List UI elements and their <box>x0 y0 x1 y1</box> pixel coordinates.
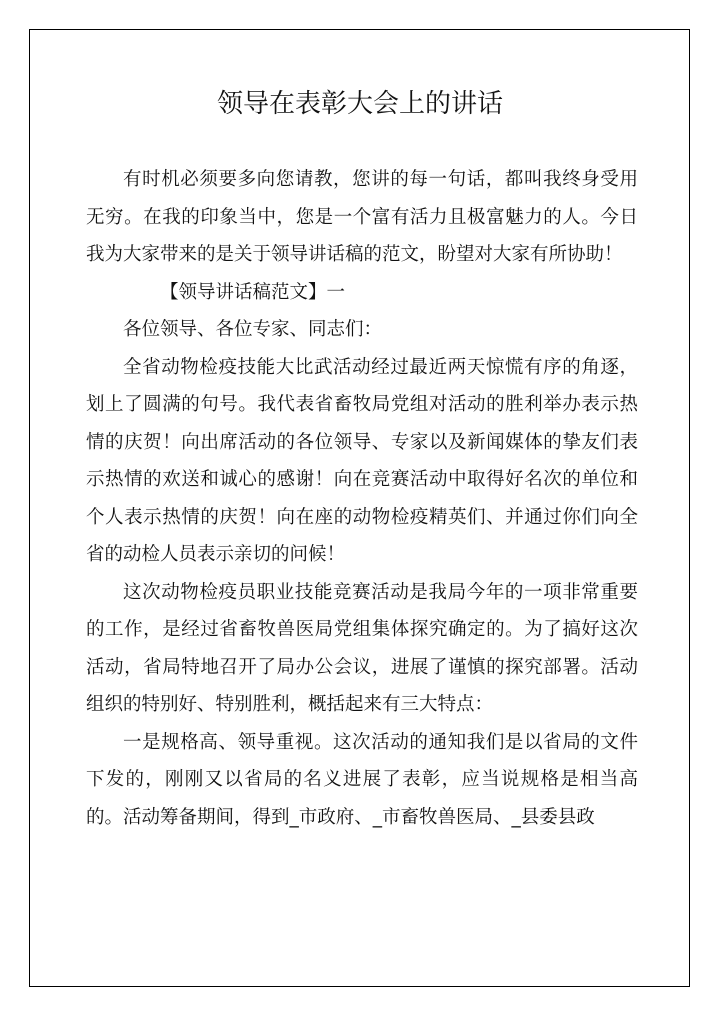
section-heading: 【领导讲话稿范文】一 <box>160 281 346 303</box>
document-title: 领导在表彰大会上的讲话 <box>216 89 503 119</box>
document-body <box>86 161 638 836</box>
intro-paragraph: 有时机必须要多向您请教，您讲的每一句话，都叫我终身受用无穷。在我的印象当中，您是一个富有活力且极富魅力的人。今日我为大家带来的是关于领导讲话稿的范文，盼望对大家有所协助！ <box>86 169 638 265</box>
body-paragraph: 全省动物检疫技能大比武活动经过最近两天惊慌有序的角逐，划上了圆满的句号。我代表省畜牧局党组对活动的胜利举办表示热情的庆贺！向出席活动的各位领导、专家以及新闻媒体的挚友们表示热情的欢送和诚心的感谢！向在竞赛活动中取得好名次的单位和个人表示热情的庆贺！向在座的动物检疫精英们、并通过你们向全省的动检人员表示亲切的问候！ <box>86 356 638 565</box>
body-paragraph: 一是规格高、领导重视。这次活动的通知我们是以省局的文件下发的，刚刚又以省局的名义进展了表彰，应当说规格是相当高的。活动筹备期间，得到_市政府、_市畜牧兽医局、_县委县政 <box>86 731 638 828</box>
body-paragraph: 这次动物检疫员职业技能竞赛活动是我局今年的一项非常重要的工作，是经过省畜牧兽医局党组集体探究确定的。为了搞好这次活动，省局特地召开了局办公会议，进展了谨慎的探究部署。活动组织的特别好、特别胜利，概括起来有三大特点： <box>86 581 638 715</box>
salutation-paragraph: 各位领导、各位专家、同志们： <box>123 319 383 340</box>
